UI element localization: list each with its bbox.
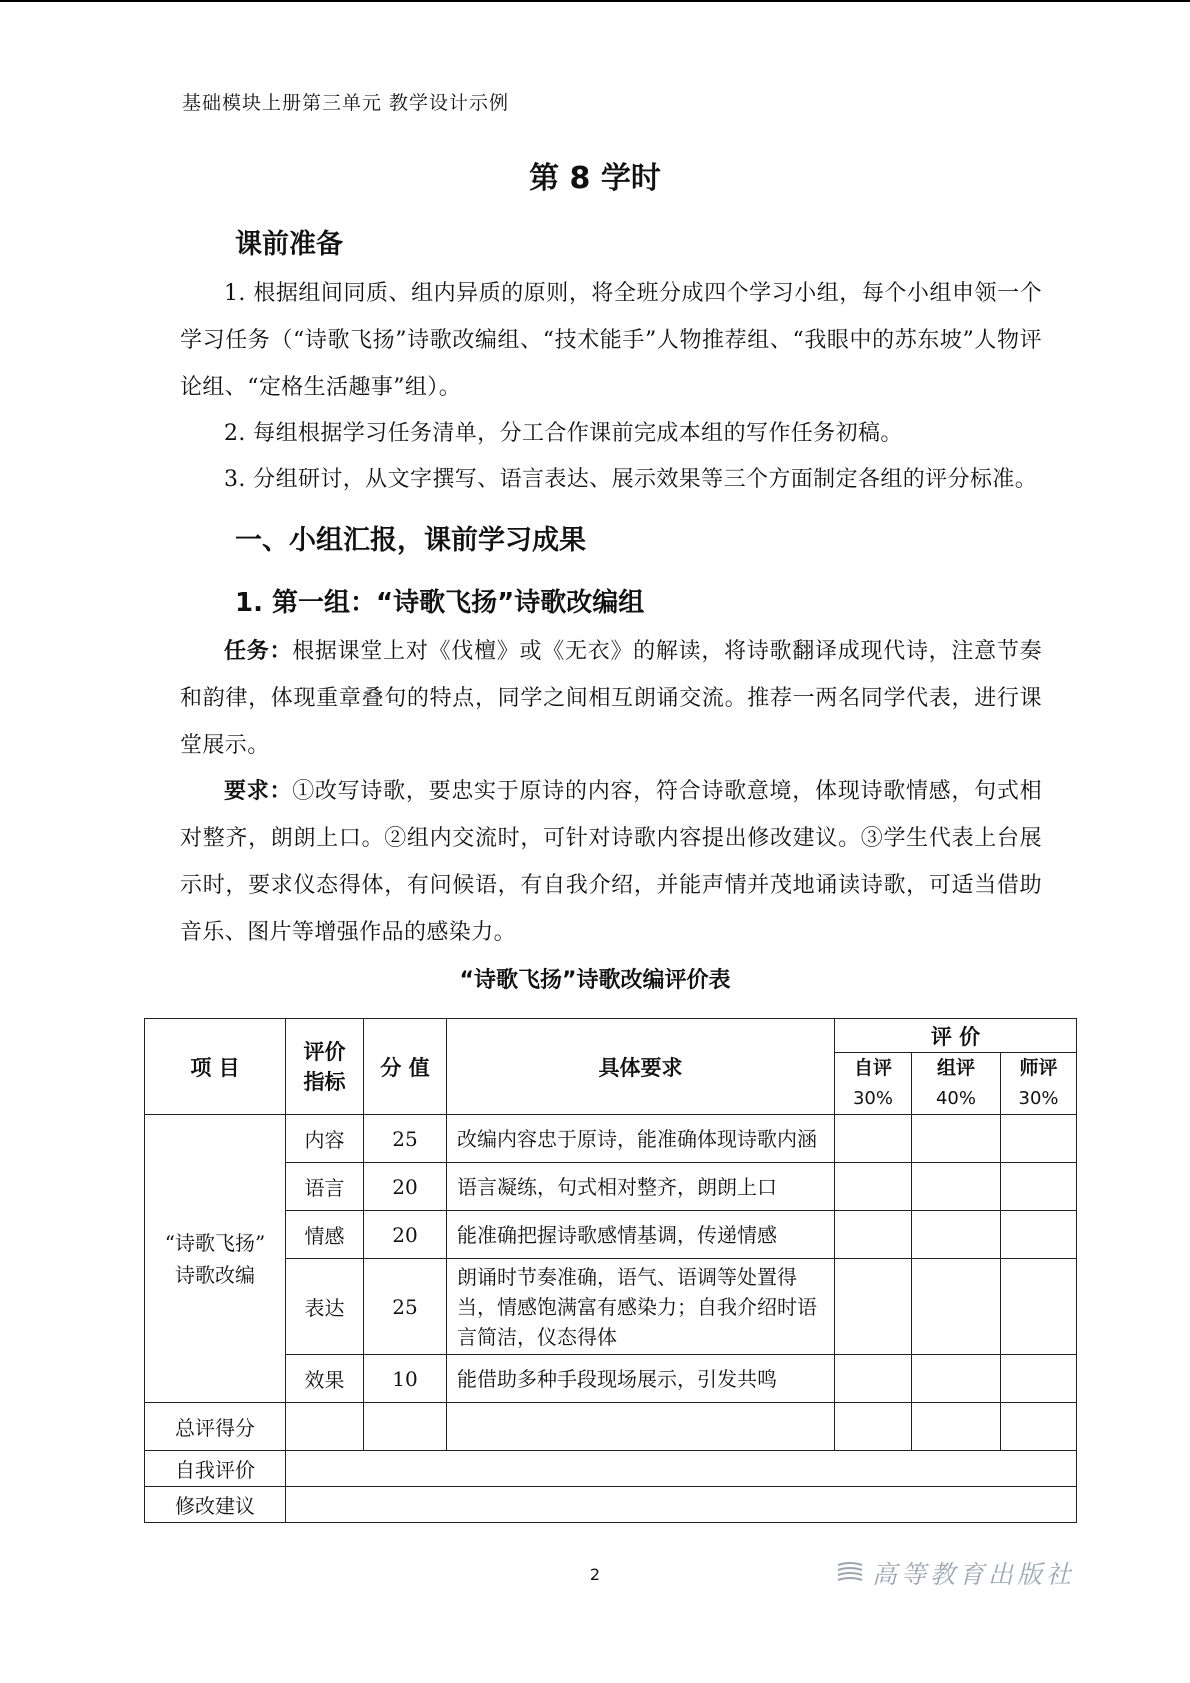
evaluation-table xyxy=(144,1018,1077,1523)
self-score-cell[interactable] xyxy=(835,1355,912,1403)
total-indicator-cell xyxy=(286,1403,364,1451)
requirement-text: ①改写诗歌，要忠实于原诗的内容，符合诗歌意境，体现诗歌情感，句式相对整齐，朗朗上口。②组内交流时，可针对诗歌内容提出修改建议。③学生代表上台展示时，要求仪态得体，有问候语，有自我介绍，并能声情并茂地诵读诗歌，可适当借助音乐、图片等增强作品的感染力。 xyxy=(180,779,1043,945)
group-score-cell[interactable] xyxy=(912,1211,1001,1259)
self-score-cell[interactable] xyxy=(835,1115,912,1163)
self-eval-label: 自我评价 xyxy=(145,1451,286,1487)
row-score: 25 xyxy=(364,1259,447,1355)
row-requirement: 能准确把握诗歌感情基调，传递情感 xyxy=(447,1211,835,1259)
task-text: 根据课堂上对《伐檀》或《无衣》的解读，将诗歌翻译成现代诗，注意节奏和韵律，体现重章叠句的特点，同学之间相互朗诵交流。推荐一两名同学代表，进行课堂展示。 xyxy=(180,639,1043,758)
header-indicator xyxy=(286,1019,364,1115)
row-indicator: 表达 xyxy=(286,1259,364,1355)
suggestion-row xyxy=(145,1487,1077,1523)
total-teacher-cell[interactable] xyxy=(1001,1403,1077,1451)
task-paragraph xyxy=(180,628,1042,769)
header-score: 分 值 xyxy=(364,1019,447,1115)
category-line1: “诗歌飞扬” xyxy=(164,1230,266,1255)
header-requirement: 具体要求 xyxy=(447,1019,835,1115)
group-score-cell[interactable] xyxy=(912,1259,1001,1355)
row-indicator: 情感 xyxy=(286,1211,364,1259)
row-score: 20 xyxy=(364,1211,447,1259)
header-indicator-line1: 评价 xyxy=(303,1039,346,1064)
total-requirement-cell xyxy=(447,1403,835,1451)
teacher-score-cell[interactable] xyxy=(1001,1115,1077,1163)
table-row xyxy=(145,1115,1077,1163)
table-caption: “诗歌飞扬”诗歌改编评价表 xyxy=(459,968,731,993)
publisher-logo xyxy=(836,1558,1075,1588)
running-head: 基础模块上册第三单元 教学设计示例 xyxy=(182,92,510,114)
total-group-cell[interactable] xyxy=(912,1403,1001,1451)
header-item: 项 目 xyxy=(145,1019,286,1115)
header-teacher-pct: 30% xyxy=(1018,1088,1059,1109)
category-line2: 诗歌改编 xyxy=(175,1262,255,1287)
row-score: 20 xyxy=(364,1163,447,1211)
header-group-pct: 40% xyxy=(935,1088,976,1109)
suggestion-cell[interactable] xyxy=(286,1487,1077,1523)
header-indicator-line2: 指标 xyxy=(303,1069,346,1094)
top-rule xyxy=(0,0,1190,2)
teacher-score-cell[interactable] xyxy=(1001,1259,1077,1355)
header-self xyxy=(835,1053,912,1115)
row-indicator: 语言 xyxy=(286,1163,364,1211)
self-score-cell[interactable] xyxy=(835,1163,912,1211)
part1-heading: 一、小组汇报，课前学习成果 xyxy=(235,525,586,556)
group-score-cell[interactable] xyxy=(912,1355,1001,1403)
header-teacher-label: 师评 xyxy=(1019,1057,1058,1079)
header-self-label: 自评 xyxy=(853,1057,892,1079)
self-eval-row xyxy=(145,1451,1077,1487)
row-requirement: 能借助多种手段现场展示，引发共鸣 xyxy=(447,1355,835,1403)
prep-item-1: 1. 根据组间同质、组内异质的原则，将全班分成四个学习小组，每个小组申领一个学习任务（“诗歌飞扬”诗歌改编组、“技术能手”人物推荐组、“我眼中的苏东坡”人物评论组、“定格生活趣事”组）。 xyxy=(180,281,1042,400)
header-group-label: 组评 xyxy=(936,1057,975,1079)
total-label: 总评得分 xyxy=(145,1403,286,1451)
requirement-paragraph xyxy=(180,768,1042,956)
group1-heading: 1. 第一组：“诗歌飞扬”诗歌改编组 xyxy=(235,588,645,618)
publisher-name: 高等教育出版社 xyxy=(872,1560,1076,1589)
row-indicator: 效果 xyxy=(286,1355,364,1403)
header-self-pct: 30% xyxy=(852,1088,893,1109)
requirement-label: 要求： xyxy=(224,779,293,804)
suggestion-label: 修改建议 xyxy=(145,1487,286,1523)
header-teacher xyxy=(1001,1053,1077,1115)
prep-item-3: 3. 分组研讨，从文字撰写、语言表达、展示效果等三个方面制定各组的评分标准。 xyxy=(224,467,1038,492)
prep-heading: 课前准备 xyxy=(235,229,343,260)
group-score-cell[interactable] xyxy=(912,1115,1001,1163)
row-requirement: 语言凝练，句式相对整齐，朗朗上口 xyxy=(447,1163,835,1211)
total-score-cell xyxy=(364,1403,447,1451)
self-score-cell[interactable] xyxy=(835,1211,912,1259)
table-header-row-1 xyxy=(145,1019,1077,1053)
category-cell xyxy=(145,1115,286,1403)
self-eval-cell[interactable] xyxy=(286,1451,1077,1487)
header-group xyxy=(912,1053,1001,1115)
teacher-score-cell[interactable] xyxy=(1001,1211,1077,1259)
teacher-score-cell[interactable] xyxy=(1001,1163,1077,1211)
row-score: 10 xyxy=(364,1355,447,1403)
prep-item-2: 2. 每组根据学习任务清单，分工合作课前完成本组的写作任务初稿。 xyxy=(224,421,903,446)
header-evaluation: 评 价 xyxy=(835,1019,1077,1053)
row-indicator: 内容 xyxy=(286,1115,364,1163)
page-title: 第 8 学时 xyxy=(529,161,661,196)
teacher-score-cell[interactable] xyxy=(1001,1355,1077,1403)
total-row xyxy=(145,1403,1077,1451)
publisher-emblem-icon xyxy=(836,1561,864,1585)
page-number: 2 xyxy=(589,1565,601,1584)
total-self-cell[interactable] xyxy=(835,1403,912,1451)
row-requirement: 朗诵时节奏准确，语气、语调等处置得当，情感饱满富有感染力；自我介绍时语言简洁，仪态得体 xyxy=(447,1259,835,1355)
row-score: 25 xyxy=(364,1115,447,1163)
row-requirement: 改编内容忠于原诗，能准确体现诗歌内涵 xyxy=(447,1115,835,1163)
self-score-cell[interactable] xyxy=(835,1259,912,1355)
group-score-cell[interactable] xyxy=(912,1163,1001,1211)
task-label: 任务： xyxy=(224,639,293,664)
